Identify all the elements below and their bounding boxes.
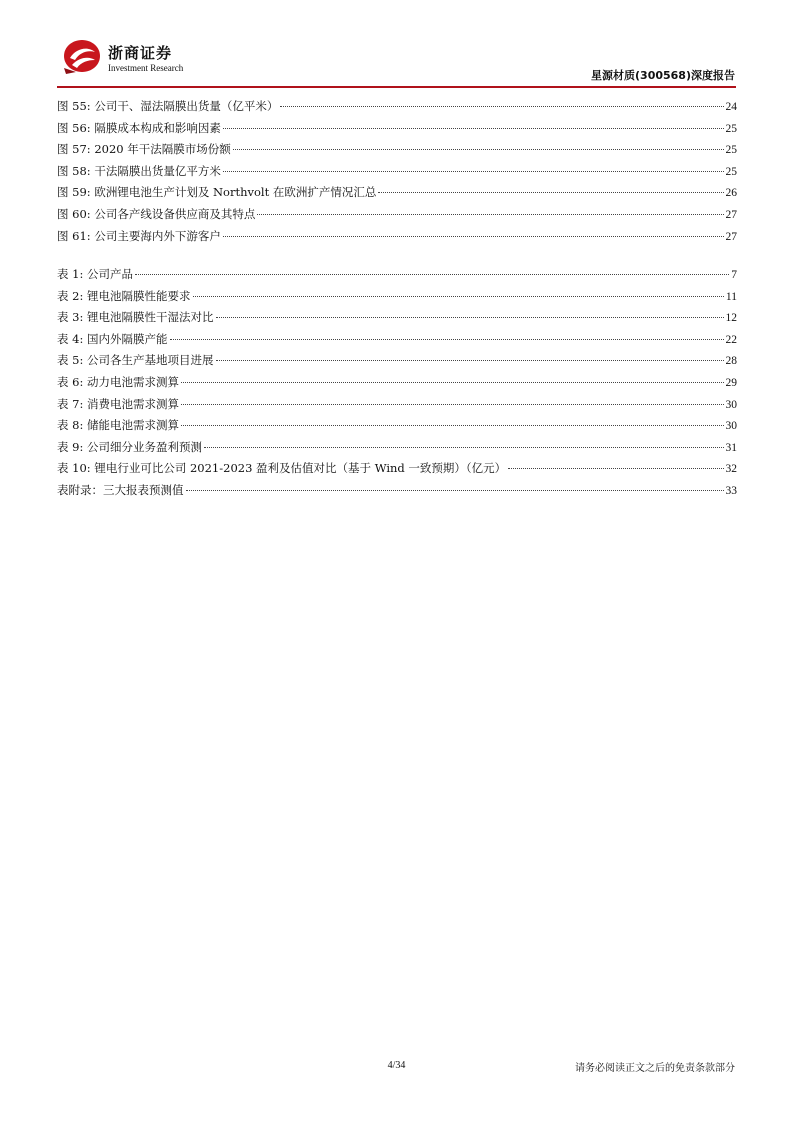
toc-label: 表附录：三大报表预测值: [57, 482, 184, 497]
brand-name-en: Investment Research: [108, 63, 184, 73]
leader-dots: [233, 149, 724, 150]
toc-label: 图 55: 公司干、湿法隔膜出货量（亿平米）: [57, 99, 279, 113]
toc-entry[interactable]: [57, 288, 737, 310]
figure-index: [57, 98, 737, 249]
toc-entry[interactable]: [57, 98, 737, 120]
toc-entry[interactable]: [57, 120, 737, 142]
toc-page: 30: [725, 420, 737, 433]
leader-dots: [378, 192, 723, 193]
toc-page: 7: [731, 269, 737, 281]
leader-dots: [170, 339, 724, 340]
leader-dots: [181, 404, 723, 405]
toc-entry[interactable]: [57, 374, 737, 396]
leader-dots: [257, 214, 723, 215]
toc-label: 表 8: 储能电池需求测算: [57, 418, 180, 433]
toc-label: 图 60: 公司各产线设备供应商及其特点: [57, 206, 256, 221]
toc-label: 图 58: 干法隔膜出货量亿平方米: [57, 163, 221, 178]
toc-entry[interactable]: [57, 331, 737, 353]
toc-page: 32: [725, 463, 737, 476]
toc-entry[interactable]: [57, 228, 737, 250]
leader-dots: [216, 317, 724, 318]
leader-dots: [223, 171, 724, 172]
toc-label: 图 56: 隔膜成本构成和影响因素: [57, 120, 221, 135]
disclaimer-note: 请务必阅读正文之后的免责条款部分: [575, 1063, 735, 1074]
toc-label: 表 9: 公司细分业务盈利预测: [57, 439, 203, 454]
toc-entry[interactable]: [57, 206, 737, 228]
toc-page: 25: [725, 144, 737, 157]
toc-entry[interactable]: [57, 439, 737, 461]
toc-label: 表 2: 锂电池隔膜性能要求: [57, 288, 191, 303]
toc-label: 表 7: 消费电池需求测算: [57, 396, 180, 411]
toc-page: 31: [725, 441, 737, 454]
leader-dots: [508, 468, 723, 469]
toc-entry[interactable]: [57, 309, 737, 331]
toc-entry[interactable]: [57, 482, 737, 504]
toc-page: 12: [725, 312, 737, 325]
leader-dots: [193, 296, 724, 297]
toc-entry[interactable]: [57, 141, 737, 163]
zheshang-logo-icon: [62, 38, 102, 74]
toc-label: 表 5: 公司各生产基地项目进展: [57, 353, 214, 368]
toc-page: 30: [725, 398, 737, 411]
toc-page: 22: [725, 333, 737, 346]
toc-entry[interactable]: [57, 184, 737, 206]
toc-label: 图 59: 欧洲锂电池生产计划及 Northvolt 在欧洲扩产情况汇总: [57, 185, 377, 200]
toc-entry[interactable]: [57, 163, 737, 185]
leader-dots: [280, 106, 723, 107]
toc-page: 33: [725, 484, 737, 497]
report-title: 星源材质(300568)深度报告: [591, 69, 735, 82]
brand-name-cn: 浙商证券: [108, 44, 173, 62]
toc-page: 25: [725, 165, 737, 178]
page-header: [0, 0, 793, 90]
header-divider: [57, 86, 736, 88]
leader-dots: [223, 128, 724, 129]
toc-entry[interactable]: [57, 417, 737, 439]
toc-page: 27: [725, 208, 737, 221]
leader-dots: [223, 236, 724, 237]
toc-page: 29: [725, 376, 737, 389]
toc-entry[interactable]: [57, 352, 737, 374]
table-index: [57, 266, 737, 504]
toc-page: 28: [725, 355, 737, 368]
page-number: 4/34: [387, 1060, 406, 1071]
toc-entry[interactable]: [57, 460, 737, 482]
toc-entry[interactable]: [57, 396, 737, 418]
toc-entry[interactable]: [57, 266, 737, 288]
toc-page: 24: [725, 101, 737, 113]
toc-label: 图 57: 2020 年干法隔膜市场份额: [57, 142, 231, 157]
leader-dots: [135, 274, 729, 275]
toc-label: 图 61: 公司主要海内外下游客户: [57, 228, 221, 243]
toc-label: 表 1: 公司产品: [57, 267, 134, 281]
toc-label: 表 3: 锂电池隔膜性干湿法对比: [57, 310, 214, 325]
leader-dots: [186, 490, 724, 491]
toc-page: 26: [725, 187, 737, 200]
leader-dots: [204, 447, 723, 448]
toc-label: 表 4: 国内外隔膜产能: [57, 331, 168, 346]
toc-page: 25: [725, 122, 737, 135]
toc-label: 表 10: 锂电行业可比公司 2021-2023 盈利及估值对比（基于 Wind 一致预期）（亿元）: [57, 461, 507, 476]
toc-page: 27: [725, 230, 737, 243]
leader-dots: [181, 425, 723, 426]
toc-page: 11: [725, 290, 737, 303]
leader-dots: [181, 382, 723, 383]
toc-label: 表 6: 动力电池需求测算: [57, 374, 180, 389]
leader-dots: [216, 360, 724, 361]
